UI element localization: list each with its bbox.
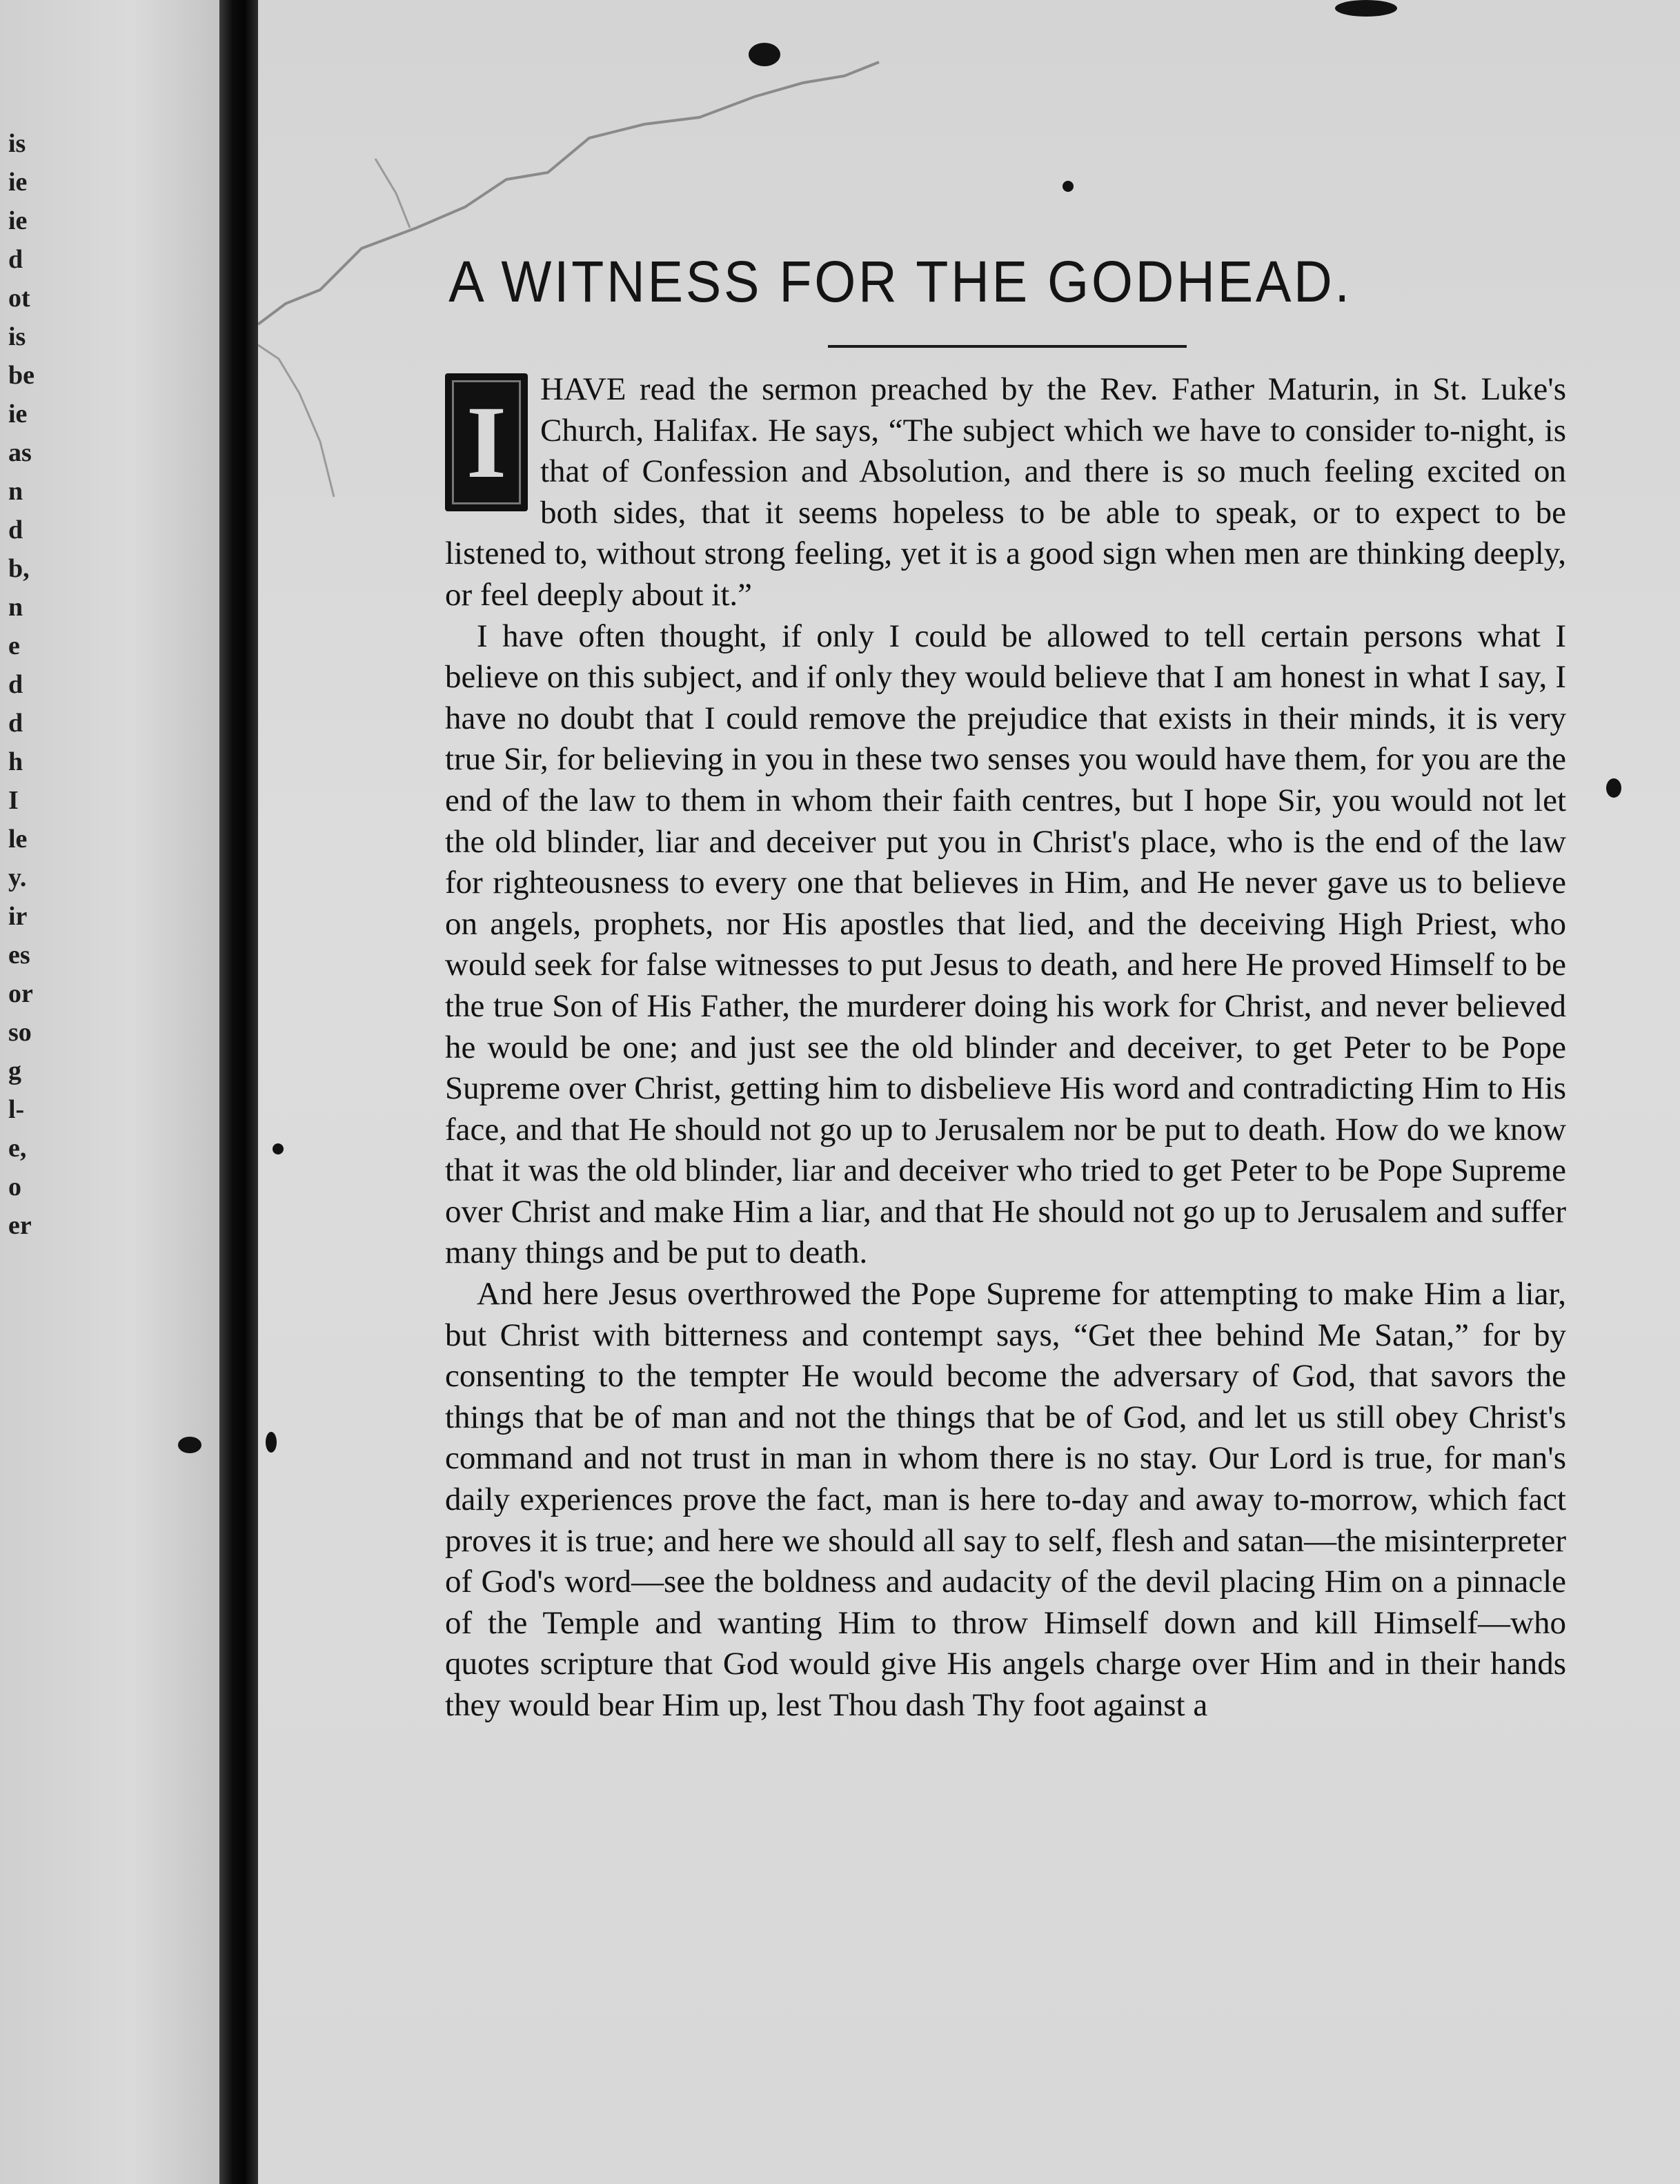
left-page-fragment: ie xyxy=(8,400,28,429)
left-page-fragments xyxy=(8,124,36,1245)
left-page-fragment: b, xyxy=(8,554,30,583)
left-page-fragment: or xyxy=(8,979,33,1008)
paragraph-3: And here Jesus overthrowed the Pope Supreme for attempting to make Him a liar, but Christ with bitterness and contempt says, “Get thee behind Me Satan,” for by consenting to the tempter He would become the adversary of God, that savors the things that be of man and not the things that be of God, and let us still obey Christ's command and not trust in man in whom there is no stay. Our Lord is true, for man's daily experiences prove the fact, man is here to-day and away to-morrow, which fact proves it is true; and here we should all say to self, flesh and satan—the misinterpreter of God's word—see the boldness and audacity of the devil placing Him on a pinnacle of the Temple and wanting Him to throw Himself down and kill Himself—who quotes scripture that God would give His angels charge over Him and in their hands they would bear Him up, lest Thou dash Thy foot against a xyxy=(445,1276,1566,1723)
left-page-fragment: d xyxy=(8,245,23,274)
left-page-fragment: ot xyxy=(8,284,30,313)
left-page-fragment: n xyxy=(8,477,23,506)
ink-blot xyxy=(749,43,780,66)
left-page-fragment: es xyxy=(8,941,30,970)
ink-speck xyxy=(266,1432,277,1453)
left-page-fragment: be xyxy=(8,361,34,390)
left-page-fragment: y. xyxy=(8,863,27,892)
left-page-fragment: l- xyxy=(8,1095,25,1124)
article-title: A WITNESS FOR THE GODHEAD. xyxy=(448,249,1352,314)
paragraph-2: I have often thought, if only I could be allowed to tell certain persons what I believe on this subject, and if only they would believe that I am honest in what I say, I have no doubt that I could remove the prejudice that exists in their minds, it is very true Sir, for believing in you in these two senses you would have them, for you are the end of the law to them in whom their faith centres, but I hope Sir, you would not let the old blinder, liar and deceiver put you in Christ's place, who is the end of the law for righteousness to every one that believes in Him, and He never gave us to believe on angels, prophets, nor His apostles that lied, and the deceiving High Priest, who would seek for false witnesses to put Jesus to death, and here He proved Himself to be the true Son of His Father, the murderer doing his work for Christ, and never believed he would be one; and just see the old blinder and deceiver, to get Peter to be Pope Supreme over Christ, getting him to disbelieve His word and contradicting Him to His face, and that He should not go up to Jerusalem nor be put to death. How do we know that it was the old blinder, liar and deceiver who tried to get Peter to be Pope Supreme over Christ and make Him a liar, and that He should not go up to Jerusalem and suffer many things and be put to death. xyxy=(445,618,1567,1271)
paragraph-1-text: HAVE read the sermon preached by the Rev. Father Maturin, in St. Luke's Church, Halifax. He says, “The subject which we have to consider to-night, is that of Confession and Absolution, and there is so much feeling excited on both sides, that it seems hopeless to be able to speak, or to expect to be listened to, without strong feeling, yet it is a good sign when men are thinking deeply, or feel deeply about it.” xyxy=(445,371,1566,613)
left-page-fragment: er xyxy=(8,1211,32,1240)
left-page-fragment: d xyxy=(8,515,23,544)
left-page-fragment: as xyxy=(8,438,32,467)
left-page-strip xyxy=(0,0,219,2184)
paragraph-1 xyxy=(445,369,1566,616)
left-page-fragment: ie xyxy=(8,168,28,197)
article-body xyxy=(445,369,1566,1726)
left-page-fragment: le xyxy=(8,825,28,854)
ink-speck xyxy=(1335,0,1397,17)
ink-speck xyxy=(1606,778,1621,798)
left-page-fragment: ie xyxy=(8,206,28,235)
left-page-fragment: d xyxy=(8,670,23,699)
left-page-fragment: e xyxy=(8,631,20,660)
left-page-fragment: so xyxy=(8,1018,32,1047)
left-page-fragment: is xyxy=(8,129,26,158)
left-page-fragment: n xyxy=(8,593,23,622)
book-gutter xyxy=(219,0,258,2184)
ink-speck xyxy=(178,1437,201,1453)
left-page-fragment: e, xyxy=(8,1134,27,1163)
left-page-fragment: g xyxy=(8,1056,21,1085)
left-page-fragment: o xyxy=(8,1172,21,1201)
ink-speck xyxy=(273,1143,284,1154)
ink-speck xyxy=(1063,181,1074,192)
ornamental-drop-cap: I xyxy=(445,373,528,511)
left-page-fragment: is xyxy=(8,322,26,351)
left-page-fragment: ir xyxy=(8,902,28,931)
title-divider xyxy=(828,345,1187,348)
left-page-fragment: d xyxy=(8,709,23,738)
left-page-fragment: I xyxy=(8,786,19,815)
left-page-fragment: h xyxy=(8,747,23,776)
